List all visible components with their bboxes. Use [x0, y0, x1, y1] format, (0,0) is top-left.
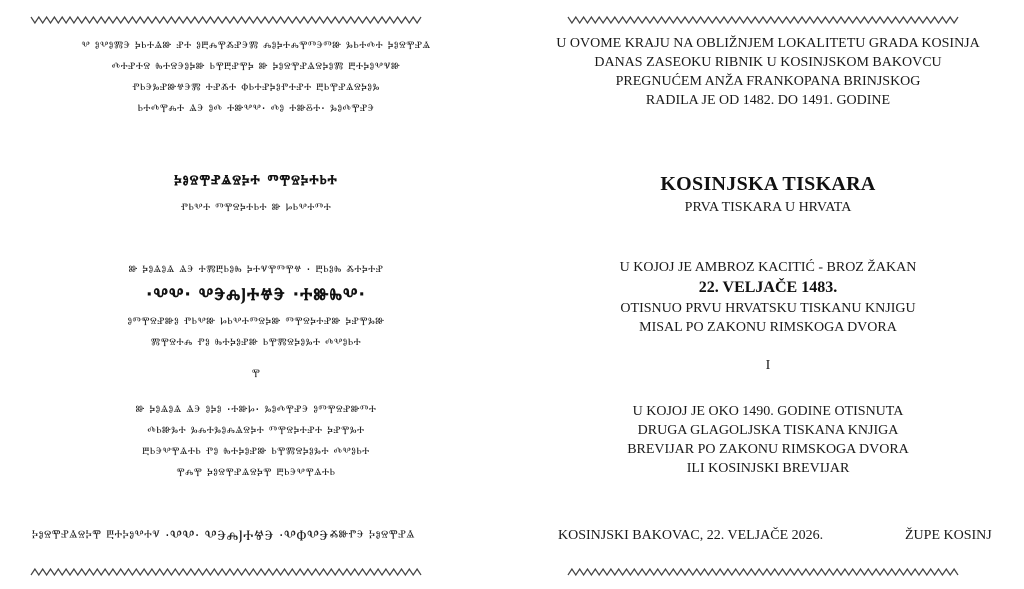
glagolitic-intro-line: ⰴⰰⱀⰰⱄ ⰸⰰⱄⰵⱁⰽⱆ ⱃⰹⰱⱀⰹⰽ ⱆ ⰽⱁⱄⰹⱀⱑⱄⰽⱁⰿ ⰱⰰⰽⱁⰲⱌⱆ: [111, 60, 401, 75]
latin-bottom-line: ILI KOSINJSKI BREVIJAR: [686, 461, 850, 476]
glagolitic-middle-line: ⱆ ⰽⱁⱑⱁⱑ ⱑⰵ ⰰⰿⰱⱃⱁⰸ ⰽⰰⱌⰹⱅⰹⱍ · ⰱⱃⱁⰸ ⰶⰰⰽⰰⱀ: [128, 263, 384, 278]
glagolitic-middle-line: ⰿⰹⱄⰰⰾ ⱂⱁ ⰸⰰⰽⱁⱀⱆ ⱃⰹⰿⱄⰽⱁⰳⰰ ⰴⰲⱁⱃⰰ: [150, 336, 362, 351]
glagolitic-intro-line: ⱂⱃⰵⰳⱀⱆⱍⰵⰿ ⰰⱀⰶⰰ ⱇⱃⰰⱀⰽⱁⱂⰰⱀⰰ ⰱⱃⰹⱀⱑⱄⰽⱁⰳ: [132, 81, 380, 96]
latin-bottom-line: BREVIJAR PO ZAKONU RIMSKOGA DVORA: [627, 442, 909, 457]
latin-bottom-line: DRUGA GLAGOLJSKA TISKANA KNJIGA: [637, 423, 899, 438]
zigzag-line: [568, 17, 958, 23]
latin-footer-left: KOSINJSKI BAKOVAC, 22. VELJAČE 2026.: [558, 528, 824, 543]
zigzag-line: [31, 569, 421, 575]
glagolitic-footer-left: ⰽⱁⱄⰹⱀⱑⱄⰽⰹ ⰱⰰⰽⱁⰲⰰⱌ ·ⰂⰂ· ⰂⰅⰎⰬⰀⰝⰅ ·ⰂⰗⰂⰅ·: [32, 528, 334, 544]
glagolitic-middle-line: ⱁⱅⰹⱄⱀⱆⱁ ⱂⱃⰲⱆ ⱈⱃⰲⰰⱅⱄⰽⱆ ⱅⰹⱄⰽⰰⱀⱆ ⰽⱀⰹⰳⱆ: [127, 315, 385, 330]
zigzag-line: [31, 17, 421, 23]
latin-middle: [512, 299, 1024, 337]
glagolitic-middle: [0, 312, 512, 354]
latin-footer-right: ŽUPE KOSINJ: [905, 528, 992, 543]
top-zigzag-border: [0, 14, 512, 26]
latin-bottom-line: U KOJOJ JE OKO 1490. GODINE OTISNUTA: [632, 404, 904, 419]
latin-intro-line: PREGNUĆEM ANŽA FRANKOPANA BRINJSKOG: [615, 74, 921, 89]
glagolitic-separator: ⰹ: [251, 367, 261, 382]
page-title: KOSINJSKA TISKARA: [660, 173, 876, 195]
glagolitic-bottom-line: ⱆ ⰽⱁⱑⱁⱑ ⱑⰵ ⱁⰽⱁ ·ⰰⱆⱈ· ⰳⱁⰴⰹⱀⰵ ⱁⱅⰹⱄⱀⱆⱅⰰ: [135, 403, 377, 418]
latin-middle-line: OTISNUO PRVU HRVATSKU TISKANU KNJIGU: [620, 301, 916, 316]
latin-intro-line: DANAS ZASEOKU RIBNIK U KOSINJSKOM BAKOVCU: [594, 55, 942, 70]
glagolitic-footer-right: ⰶⱆⱂⰵ ⰽⱁⱄⰹⱀⱑ: [330, 528, 415, 544]
bottom-zigzag-border: [0, 566, 512, 578]
latin-separator: I: [765, 358, 771, 373]
glagolitic-date: ·ⰂⰂ· ⰂⰅⰎⰬⰀⰝⰅ ·ⰀⰖⰈⰂ·: [146, 285, 366, 305]
zigzag-line: [568, 569, 958, 575]
glagolitic-title: ⰽⱁⱄⰹⱀⱑⱄⰽⰰ ⱅⰹⱄⰽⰰⱃⰰ: [174, 172, 338, 192]
glagolitic-bottom-line: ⰴⱃⱆⰳⰰ ⰳⰾⰰⰳⱁⰾⱑⱄⰽⰰ ⱅⰹⱄⰽⰰⱀⰰ ⰽⱀⰹⰳⰰ: [147, 424, 365, 439]
latin-middle-line: MISAL PO ZAKONU RIMSKOGA DVORA: [639, 320, 897, 335]
page-subtitle: PRVA TISKARA U HRVATA: [684, 200, 852, 215]
glagolitic-bottom-line: ⰱⱃⰵⰲⰹⱑⰰⱃ ⱂⱁ ⰸⰰⰽⱁⱀⱆ ⱃⰹⰿⱄⰽⱁⰳⰰ ⰴⰲⱁⱃⰰ: [142, 445, 370, 460]
glagolitic-intro-line: ⰲ ⱁⰲⱁⰿⰵ ⰽⱃⰰⱑⱆ ⱀⰰ ⱁⰱⰾⰹⰶⱀⰵⰿ ⰾⱁⰽⰰⰾⰹⱅⰵⱅⱆ ⰳⱃⰰⰴⰰ ⰽⱁⱄⰹⱀⱑ: [81, 39, 431, 54]
top-zigzag-border: [512, 14, 1024, 26]
latin-bottom: [512, 402, 1024, 478]
glagolitic-bottom-line: ⰹⰾⰹ ⰽⱁⱄⰹⱀⱑⱄⰽⰹ ⰱⱃⰵⰲⰹⱑⰰⱃ: [176, 466, 336, 481]
glagolitic-intro-line: ⱃⰰⰴⰹⰾⰰ ⱑⰵ ⱁⰴ ⰰⱆⰲⰲ· ⰴⱁ ⰰⱆⰻⰰ· ⰳⱁⰴⰹⱀⰵ: [137, 102, 375, 117]
latin-middle-line: U KOJOJ JE AMBROZ KACITIĆ - BROZ ŽAKAN: [619, 260, 917, 275]
glagolitic-bottom: [0, 400, 512, 484]
latin-intro-line: U OVOME KRAJU NA OBLIŽNJEM LOKALITETU GRADA KOSINJA: [556, 36, 980, 51]
bottom-zigzag-border: [512, 566, 1024, 578]
latin-panel: [512, 0, 1024, 589]
glagolitic-subtitle: ⱂⱃⰲⰰ ⱅⰹⱄⰽⰰⱃⰰ ⱆ ⱈⱃⰲⰰⱅⰰ: [180, 201, 332, 216]
glagolitic-intro: [0, 36, 512, 120]
latin-intro: [512, 34, 1024, 110]
latin-intro-line: RADILA JE OD 1482. DO 1491. GODINE: [645, 93, 891, 108]
print-date: 22. VELJAČE 1483.: [698, 279, 838, 296]
